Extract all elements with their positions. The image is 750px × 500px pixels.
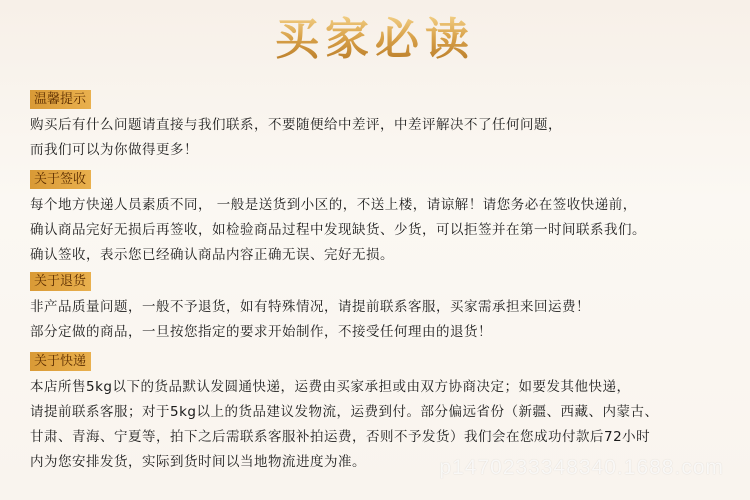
section-text: 部分定做的商品，一旦按您指定的要求开始制作，不接受任何理由的退货！	[30, 324, 492, 340]
section-text: 确认签收，表示您已经确认商品内容正确无误、完好无损。	[30, 247, 394, 263]
section-text: 甘肃、青海、宁夏等，拍下之后需联系客服补拍运费，否则不予发货）我们会在您成功付款后72小时	[30, 429, 651, 445]
section-text: 每个地方快递人员素质不同， 一般是送货到小区的，不送上楼，请谅解！请您务必在签收快递前，	[30, 197, 637, 213]
section-text: 确认商品完好无损后再签收，如检验商品过程中发现缺货、少货，可以拒签并在第一时间联系我们。	[30, 222, 646, 238]
section-text: 非产品质量问题，一般不予退货，如有特殊情况，请提前联系客服，买家需承担来回运费！	[30, 299, 590, 315]
section-text: 而我们可以为你做得更多！	[30, 142, 198, 158]
section-text: 请提前联系客服；对于5kg以上的货品建议发物流，运费到付。部分偏远省份（新疆、西藏、内蒙古、	[30, 404, 659, 420]
section-returns	[30, 270, 730, 342]
section-tag: 温馨提示	[30, 90, 91, 109]
section-delivery	[30, 350, 730, 472]
section-text: 本店所售5kg以下的货品默认发圆通快递，运费由买家承担或由双方协商决定；如要发其他快递，	[30, 379, 631, 395]
section-text: 购买后有什么问题请直接与我们联系，不要随便给中差评，中差评解决不了任何问题，	[30, 117, 562, 133]
section-tag: 关于签收	[30, 170, 91, 189]
page-title: 买家必读	[0, 12, 750, 68]
section-receipt	[30, 168, 730, 265]
section-tag: 关于快递	[30, 352, 91, 371]
section-tips	[30, 88, 730, 160]
section-text: 内为您安排发货，实际到货时间以当地物流进度为准。	[30, 454, 366, 470]
watermark-text: p1470233348340.1688.com	[439, 456, 724, 479]
section-tag: 关于退货	[30, 272, 91, 291]
